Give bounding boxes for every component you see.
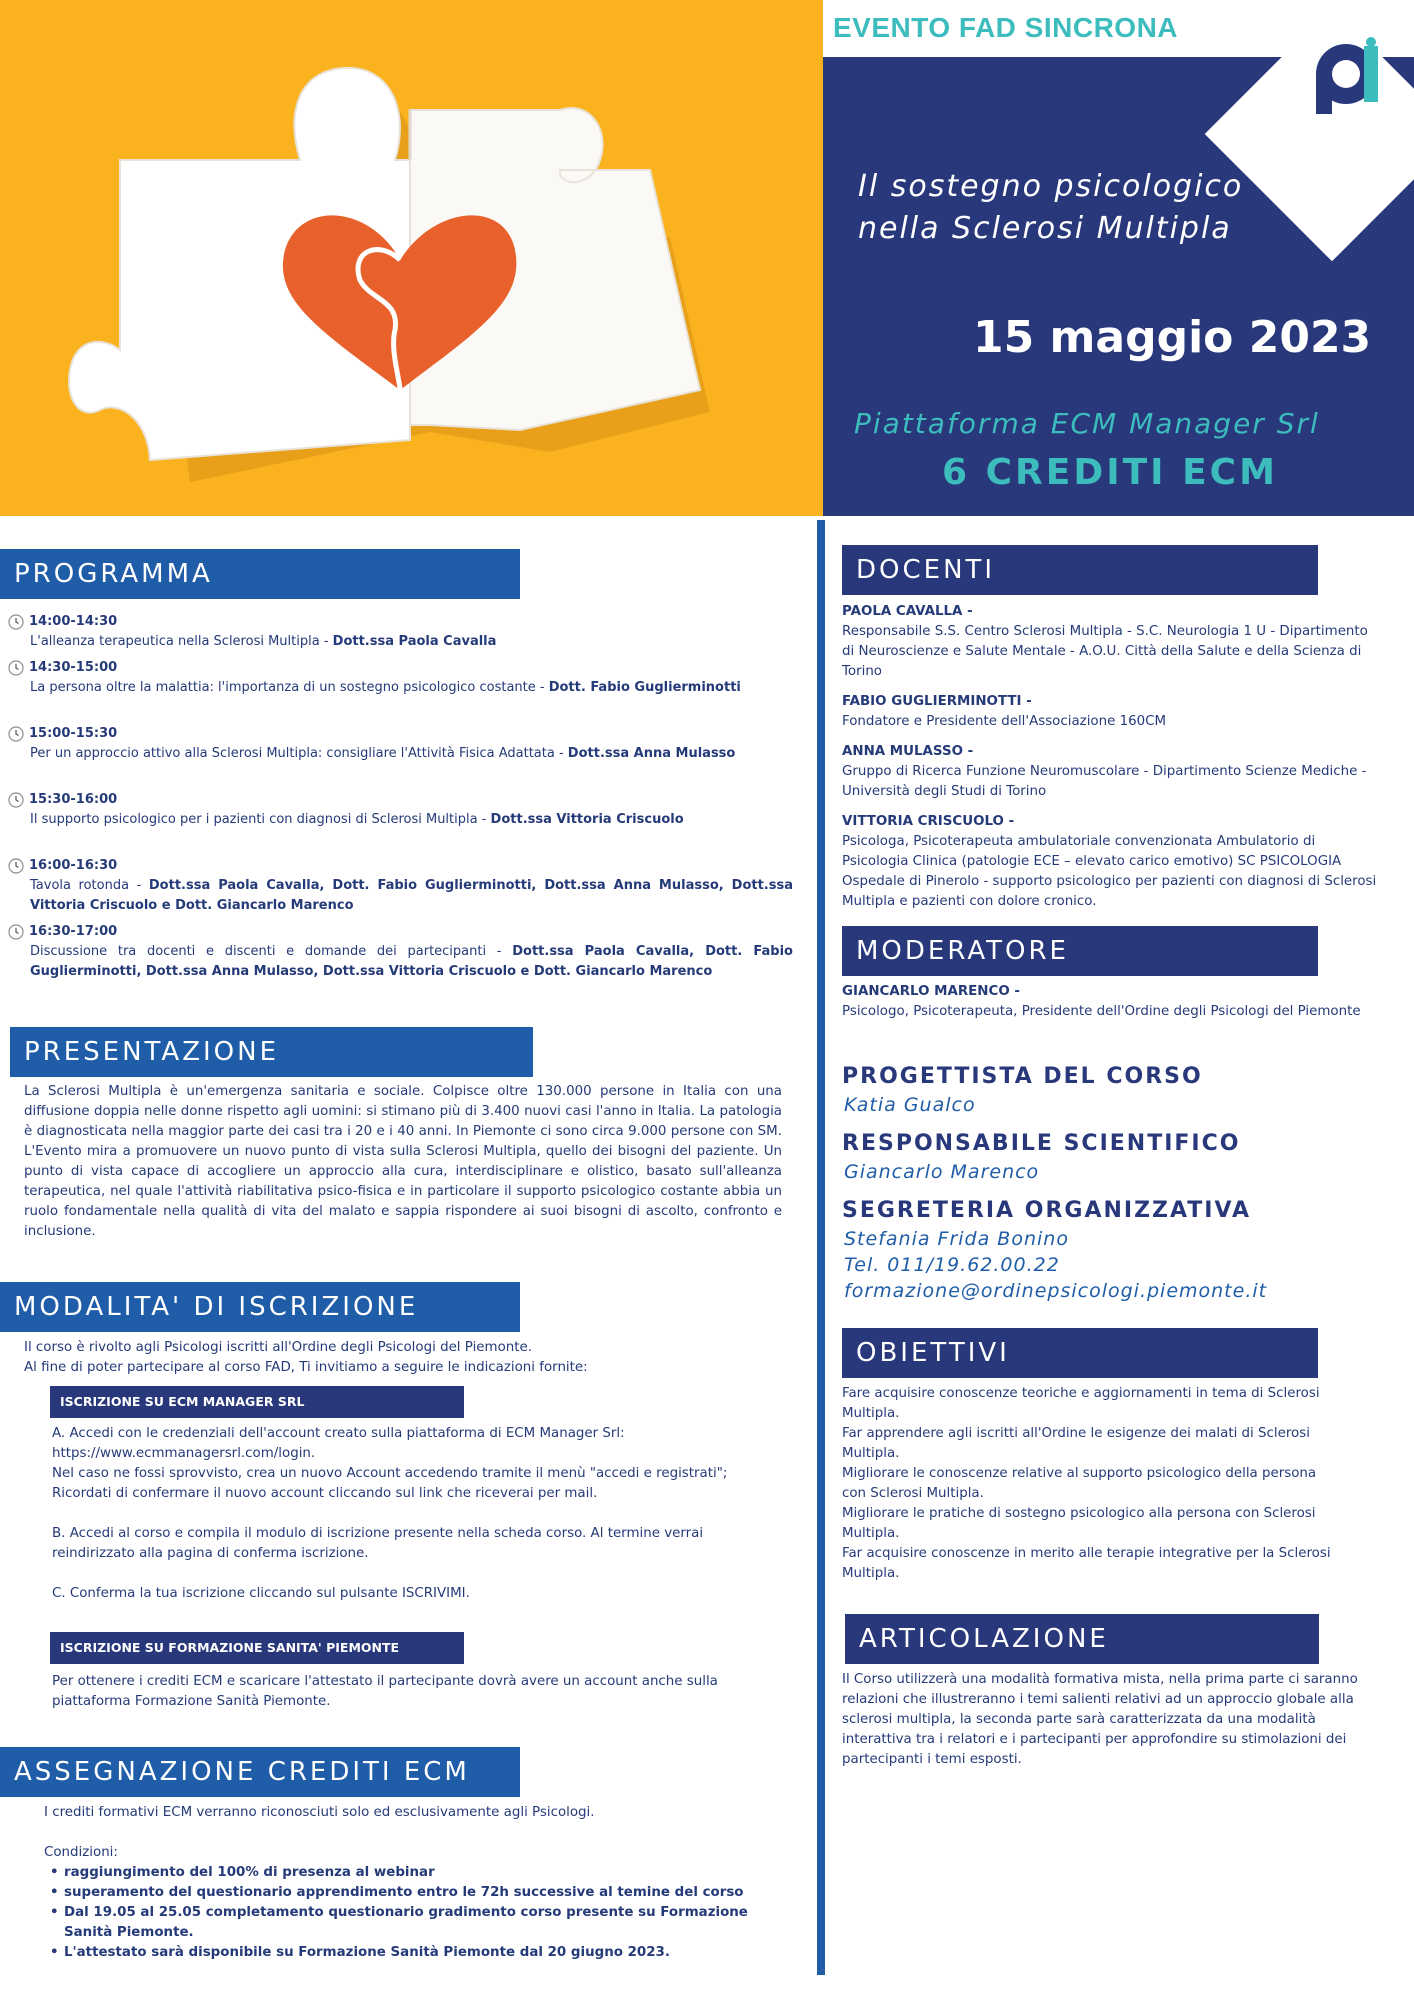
section-obiettivi-heading: OBIETTIVI — [842, 1328, 1318, 1378]
step-a-line3: Nel caso ne fossi sprovvisto, crea un nuovo Account accedendo tramite il menù "accedi e registrati"; — [52, 1466, 728, 1481]
step-a-line1: A. Accedi con le credenziali dell'account creato sulla piattaforma di ECM Manager Srl: — [52, 1426, 625, 1441]
step-a-line4: Ricordati di confermare il nuovo account cliccando sul link che riceverai per mail. — [52, 1486, 598, 1501]
event-title-line1: Il sostegno psicologico — [858, 169, 1244, 204]
obiettivo-item: Fare acquisire conoscenze teoriche e aggiornamenti in tema di Sclerosi Multipla. — [842, 1386, 1320, 1421]
programma-desc — [8, 942, 793, 982]
obiettivi-list — [842, 1384, 1342, 1584]
obiettivo-item: Migliorare le pratiche di sostegno psicologico alla persona con Sclerosi Multipla. — [842, 1506, 1316, 1541]
condizioni-list — [44, 1863, 784, 1963]
programma-time: 14:00-14:30 — [29, 614, 118, 629]
programma-topic: L'alleanza terapeutica nella Sclerosi Multipla - — [30, 634, 333, 649]
programma-topic: Per un approccio attivo alla Sclerosi Multipla: consigliare l'Attività Fisica Adattata - — [30, 746, 568, 761]
clock-icon — [8, 858, 24, 874]
event-title — [858, 166, 1378, 250]
assegnazione-text: I crediti formativi ECM verranno riconosciuti solo ed esclusivamente agli Psicologi. — [44, 1805, 595, 1820]
docente-role: Psicologa, Psicoterapeuta ambulatoriale convenzionata Ambulatorio di Psicologia Clinica (patologie ECE – elevato carico emotivo) SC PSICOLOGIA Ospedale di Pinerolo - supporto psicologico per pazienti con diagnosi di Sclerosi Multipla e pazienti con dolore cronico. — [842, 834, 1377, 909]
programma-speaker: Dott.ssa Paola Cavalla, Dott. Fabio Guglierminotti, Dott.ssa Anna Mulasso, Dott.ssa Vittoria Criscuolo e Dott. Giancarlo Marenco — [30, 878, 793, 913]
condizione-item: • raggiungimento del 100% di presenza al webinar — [44, 1863, 784, 1883]
progettista-label: PROGETTISTA DEL CORSO — [842, 1064, 1203, 1089]
moderatore-role: Psicologo, Psicoterapeuta, Presidente dell'Ordine degli Psicologi del Piemonte — [842, 1004, 1361, 1019]
event-title-line2: nella Sclerosi Multipla — [858, 211, 1232, 246]
clock-icon — [8, 726, 24, 742]
section-articolazione-heading: ARTICOLAZIONE — [845, 1614, 1319, 1664]
programma-speaker: Dott.ssa Vittoria Criscuolo — [490, 812, 684, 827]
docente-item — [842, 602, 1382, 682]
programma-topic: Discussione tra docenti e discenti e domande dei partecipanti - — [30, 944, 513, 959]
docente-role: Responsabile S.S. Centro Sclerosi Multipla - S.C. Neurologia 1 U - Dipartimento di Neuroscienze e Salute Mentale - A.O.U. Città della Salute e della Scienza di Torino — [842, 624, 1368, 679]
clock-icon — [8, 660, 24, 676]
iscrizione-intro-line1: Il corso è rivolto agli Psicologi iscritti all'Ordine degli Psicologi del Piemonte. — [24, 1340, 532, 1355]
obiettivo-item: Far acquisire conoscenze in merito alle terapie integrative per la Sclerosi Multipla. — [842, 1546, 1331, 1581]
hero-illustration — [0, 0, 823, 516]
programma-speaker: Dott.ssa Paola Cavalla, Dott. Fabio Guglierminotti, Dott.ssa Anna Mulasso, Dott.ssa Vittoria Criscuolo e Dott. Giancarlo Marenco — [30, 944, 793, 979]
section-assegnazione-heading: ASSEGNAZIONE CREDITI ECM — [0, 1747, 520, 1797]
programma-topic: Il supporto psicologico per i pazienti con diagnosi di Sclerosi Multipla - — [30, 812, 491, 827]
puzzle-heart-illustration — [0, 0, 823, 516]
docente-name: FABIO GUGLIERMINOTTI - — [842, 694, 1032, 709]
step-b: B. Accedi al corso e compila il modulo di iscrizione presente nella scheda corso. Al termine verrai reindirizzato alla pagina di conferma iscrizione. — [52, 1526, 704, 1561]
docente-role: Gruppo di Ricerca Funzione Neuromuscolare - Dipartimento Scienze Mediche - Università degli Studi di Torino — [842, 764, 1367, 799]
programma-desc — [8, 810, 793, 830]
docente-role: Fondatore e Presidente dell'Associazione 160CM — [842, 714, 1167, 729]
docente-name: PAOLA CAVALLA - — [842, 604, 973, 619]
segreteria-label: SEGRETERIA ORGANIZZATIVA — [842, 1198, 1252, 1223]
docenti-list — [842, 602, 1382, 922]
iscrizione-intro-line2: Al fine di poter partecipare al corso FAD, Ti invitiamo a seguire le indicazioni fornite: — [24, 1360, 588, 1375]
formazione-sanita-tag: ISCRIZIONE SU FORMAZIONE SANITA' PIEMONTE — [50, 1632, 464, 1664]
docente-item — [842, 742, 1382, 802]
programma-speaker: Dott.ssa Paola Cavalla — [332, 634, 497, 649]
programma-time: 15:00-15:30 — [29, 726, 118, 741]
moderatore-name: GIANCARLO MARENCO — [842, 984, 1010, 999]
programma-item — [8, 856, 793, 916]
articolazione-text: Il Corso utilizzerà una modalità formativa mista, nella prima parte ci saranno relazioni che illustreranno i temi salienti relativi ad un approccio globale alla sclerosi multipla, la seconda parte sarà caratterizzata da una modalità interattiva tra i relatori e i partecipanti per approfondire su stimolazioni dei partecipanti i temi esposti. — [842, 1672, 1358, 1767]
condizione-item: • superamento del questionario apprendimento entro le 72h successive al temine del corso — [44, 1883, 784, 1903]
section-programma-heading: PROGRAMMA — [0, 549, 520, 599]
event-platform: Piattaforma ECM Manager Srl — [854, 407, 1320, 440]
programma-desc — [8, 744, 793, 764]
segreteria-phone[interactable]: Tel. 011/19.62.00.22 — [844, 1254, 1060, 1276]
progettista-name: Katia Gualco — [844, 1094, 976, 1116]
condizioni-label: Condizioni: — [44, 1845, 118, 1860]
programma-item — [8, 724, 793, 764]
section-iscrizione-heading: MODALITA' DI ISCRIZIONE — [0, 1282, 520, 1332]
formazione-sanita-text: Per ottenere i crediti ECM e scaricare l'attestato il partecipante dovrà avere un account anche sulla piattaforma Formazione Sanità Piemonte. — [52, 1674, 718, 1709]
programma-time: 16:30-17:00 — [29, 924, 118, 939]
programma-item — [8, 658, 793, 698]
clock-icon — [8, 792, 24, 808]
presentazione-text: La Sclerosi Multipla è un'emergenza sanitaria e sociale. Colpisce oltre 130.000 persone in Italia con una diffusione doppia nelle donne rispetto agli uomini: si stimano più di 3.400 nuovi casi l'anno in Italia. La patologia è diagnosticata nella maggior parte dei casi tra i 20 e i 40 anni. In Piemonte ci sono circa 9.000 persone con SM. L'Evento mira a promuovere un nuovo punto di vista sulla Sclerosi Multipla, quello dei bisogni del paziente. Un punto di vista capace di accogliere un approccio alla cura, interdisciplinare e olistico, basato sull'alleanza terapeutica, nel quale l'attività riabilitativa psico-fisica e in particolare il supporto psicologico costante abbia un ruolo fondamentale nella qualità di vita del malato e sappia rispondere ai suoi bisogni di ascolto, confronto e inclusione. — [24, 1084, 782, 1239]
programma-desc — [8, 876, 793, 916]
iscrizione-intro — [24, 1338, 784, 1378]
column-divider — [817, 520, 825, 1975]
condizione-item: • L'attestato sarà disponibile su Formazione Sanità Piemonte dal 20 giugno 2023. — [44, 1943, 784, 1963]
segreteria-name: Stefania Frida Bonino — [844, 1228, 1069, 1250]
programma-item — [8, 790, 793, 830]
docente-item — [842, 692, 1382, 732]
condizione-item: • Dal 19.05 al 25.05 completamento questionario gradimento corso presente su Formazione Sanità Piemonte. — [44, 1903, 784, 1943]
docente-name: ANNA MULASSO - — [842, 744, 974, 759]
event-credits: 6 CREDITI ECM — [942, 452, 1278, 493]
programma-speaker: Dott. Fabio Guglierminotti — [548, 680, 741, 695]
event-date: 15 maggio 2023 — [973, 312, 1372, 363]
clock-icon — [8, 614, 24, 630]
programma-item — [8, 922, 793, 982]
programma-topic: Tavola rotonda - — [30, 878, 149, 893]
ordine-psicologi-logo — [1308, 36, 1414, 116]
docente-item — [842, 812, 1382, 912]
programma-time: 15:30-16:00 — [29, 792, 118, 807]
moderatore-block: GIANCARLO MARENCO - Psicologo, Psicoterapeuta, Presidente dell'Ordine degli Psicologi del Piemonte — [842, 982, 1382, 1022]
segreteria-email[interactable]: formazione@ordinepsicologi.piemonte.it — [844, 1280, 1268, 1302]
responsabile-label: RESPONSABILE SCIENTIFICO — [842, 1131, 1241, 1156]
step-c: C. Conferma la tua iscrizione cliccando sul pulsante ISCRIVIMI. — [52, 1586, 470, 1601]
programma-topic: La persona oltre la malattia: l'importanza di un sostegno psicologico costante - — [30, 680, 549, 695]
responsabile-name: Giancarlo Marenco — [844, 1161, 1040, 1183]
ecm-manager-link[interactable]: https://www.ecmmanagersrl.com/login. — [52, 1446, 316, 1461]
ecm-manager-steps — [52, 1424, 764, 1604]
obiettivo-item: Migliorare le conoscenze relative al supporto psicologico della persona con Sclerosi Multipla. — [842, 1466, 1317, 1501]
ecm-manager-tag: ISCRIZIONE SU ECM MANAGER SRL — [50, 1386, 464, 1418]
section-moderatore-heading: MODERATORE — [842, 926, 1318, 976]
programma-item — [8, 612, 793, 652]
programma-desc — [8, 678, 793, 698]
programma-time: 16:00-16:30 — [29, 858, 118, 873]
programma-time: 14:30-15:00 — [29, 660, 118, 675]
section-docenti-heading: DOCENTI — [842, 545, 1318, 595]
section-presentazione-heading: PRESENTAZIONE — [10, 1027, 533, 1077]
programma-desc — [8, 632, 793, 652]
event-type: EVENTO FAD SINCRONA — [833, 12, 1179, 43]
clock-icon — [8, 924, 24, 940]
obiettivo-item: Far apprendere agli iscritti all'Ordine le esigenze dei malati di Sclerosi Multipla. — [842, 1426, 1310, 1461]
docente-name: VITTORIA CRISCUOLO - — [842, 814, 1015, 829]
assegnazione-block — [44, 1803, 784, 1963]
programma-speaker: Dott.ssa Anna Mulasso — [567, 746, 736, 761]
